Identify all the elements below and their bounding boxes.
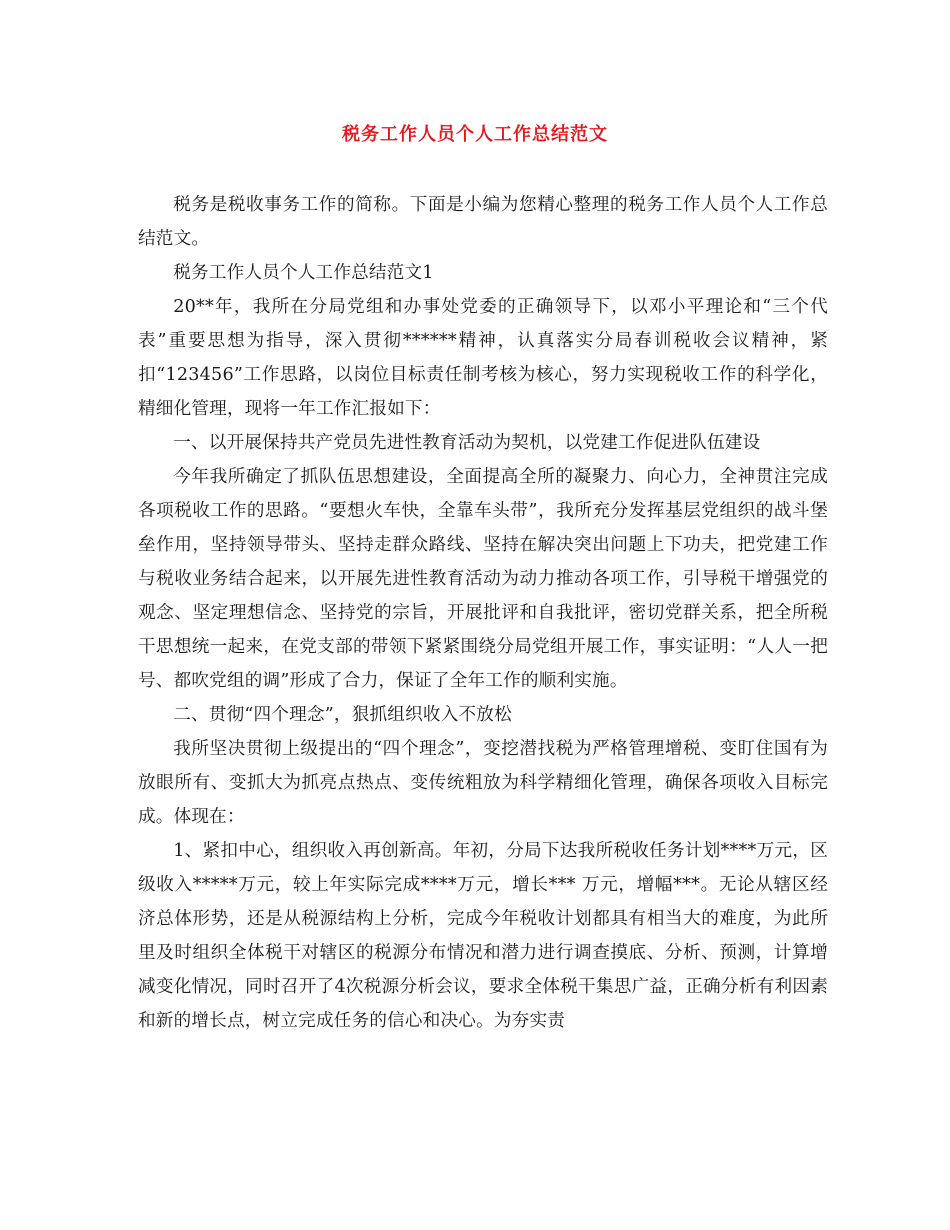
intro-paragraph: 税务是税收事务工作的简称。下面是小编为您精心整理的税务工作人员个人工作总结范文。 — [138, 195, 828, 249]
body-paragraph: 我所坚决贯彻上级提出的“四个理念”，变挖潜找税为严格管理增税、变盯住国有为放眼所有、变抓大为抓亮点热点、变传统粗放为科学精细化管理，确保各项收入目标完成。体现在： — [138, 739, 828, 827]
body-paragraph: 今年我所确定了抓队伍思想建设，全面提高全所的凝聚力、向心力，全神贯注完成各项税收工作的思路。“要想火车快，全靠车头带”，我所充分发挥基层党组织的战斗堡垒作用，坚持领导带头、坚持走群众路线、坚持在解决突出问题上下功夫，把党建工作与税收业务结合起来，以开展先进性教育活动为动力推动各项工作，引导税干增强党的观念、坚定理想信念、坚持党的宗旨，开展批评和自我批评，密切党群关系，把全所税干思想统一起来，在党支部的带领下紧紧围绕分局党组开展工作，事实证明：“人人一把号、都吹党组的调”形成了合力，保证了全年工作的顺利实施。 — [138, 467, 828, 691]
section-heading: 一、以开展保持共产党员先进性教育活动为契机，以党建工作促进队伍建设 — [173, 433, 761, 453]
document-body — [138, 188, 828, 1038]
body-paragraph: 20**年，我所在分局党组和办事处党委的正确领导下，以邓小平理论和“三个代表”重要思想为指导，深入贯彻******精神，认真落实分局春训税收会议精神，紧扣“123456”工作思路，以岗位目标责任制考核为核心，努力实现税收工作的科学化，精细化管理，现将一年工作汇报如下： — [138, 297, 828, 419]
document-title: 税务工作人员个人工作总结范文 — [342, 124, 608, 145]
section-heading: 税务工作人员个人工作总结范文1 — [173, 263, 434, 283]
section-heading: 二、贯彻“四个理念”，狠抓组织收入不放松 — [173, 705, 512, 725]
body-paragraph: 1、紧扣中心，组织收入再创新高。年初，分局下达我所税收任务计划****万元，区级收入*****万元，较上年实际完成****万元，增长*** 万元，增幅***。无论从辖区经济总体形势，还是从税源结构上分析，完成今年税收计划都具有相当大的难度，为此所里及时组织全体税干对辖区的税源分布情况和潜力进行调查摸底、分析、预测，计算增减变化情况，同时召开了4次税源分析会议，要求全体税干集思广益，正确分析有利因素和新的增长点，树立完成任务的信心和决心。为夯实责 — [138, 841, 828, 1031]
